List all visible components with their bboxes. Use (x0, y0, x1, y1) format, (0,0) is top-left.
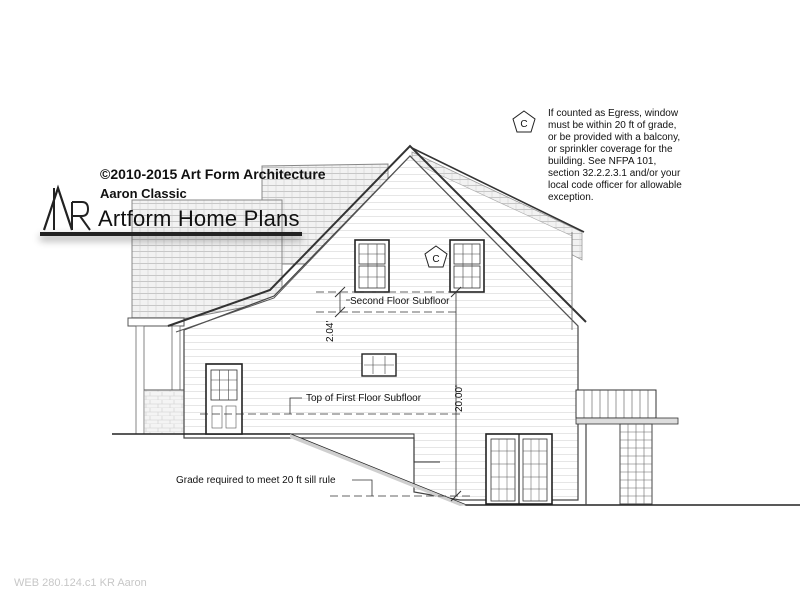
note-line: local code officer for allowable (548, 180, 682, 191)
left-porch (128, 318, 184, 434)
window-callout-letter: C (432, 254, 440, 265)
note-callout-letter: C (520, 119, 528, 130)
upper-window-right (450, 240, 484, 292)
note-callout (513, 111, 535, 132)
middle-window (362, 354, 396, 376)
plan-name: Aaron Classic (100, 186, 187, 201)
note-line: must be within 20 ft of grade, (548, 120, 677, 131)
logo-mark-icon (38, 182, 94, 236)
note-line: If counted as Egress, window (548, 108, 679, 119)
upper-window-left (355, 240, 389, 292)
deck-and-stairs (576, 390, 678, 505)
note-line: or be provided with a balcony, (548, 132, 681, 143)
note-line: exception. (548, 192, 594, 203)
brand-name: Artform Home Plans (98, 206, 300, 231)
floor-offset-dimension: 2.04' (325, 320, 336, 342)
french-doors (486, 434, 552, 504)
second-floor-label: Second Floor Subfloor (350, 296, 450, 307)
first-floor-label: Top of First Floor Subfloor (306, 393, 422, 404)
logo-underline (40, 232, 302, 236)
footer-watermark: WEB 280.124.c1 KR Aaron (14, 577, 147, 589)
note-line: building. See NFPA 101, (548, 156, 657, 167)
overall-height-dimension: 20.00' (454, 385, 465, 412)
egress-note (548, 108, 728, 204)
copyright-text: ©2010-2015 Art Form Architecture (100, 166, 326, 182)
side-door (206, 364, 242, 434)
note-line: section 32.2.2.3.1 and/or your (548, 168, 681, 179)
grade-label: Grade required to meet 20 ft sill rule (176, 475, 336, 486)
note-line: or sprinkler coverage for the (548, 144, 673, 155)
